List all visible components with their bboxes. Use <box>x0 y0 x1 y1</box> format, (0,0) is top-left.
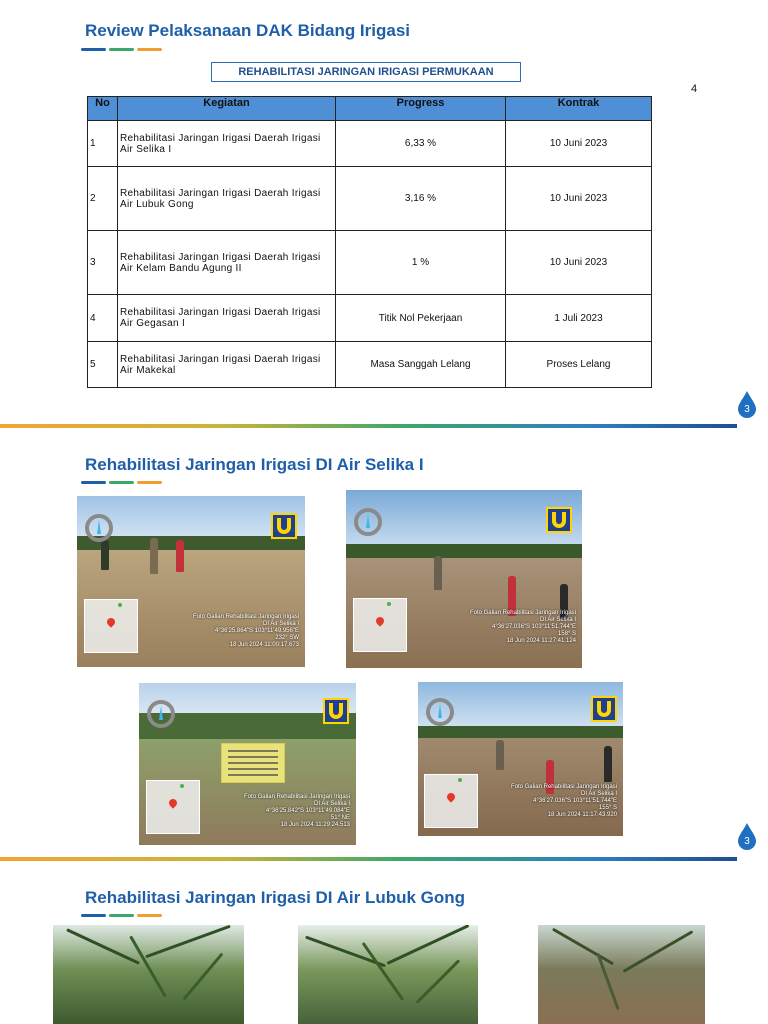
cell-kegiatan: Rehabilitasi Jaringan Irigasi Daerah Irigasi Air Makekal <box>118 342 336 388</box>
table-row <box>88 342 652 388</box>
slide-divider <box>0 424 737 428</box>
location-map-icon <box>353 598 407 652</box>
title-underline <box>81 914 163 917</box>
compass-icon <box>426 698 454 726</box>
pu-logo-icon <box>546 507 572 533</box>
cell-progress: Masa Sanggah Lelang <box>336 342 506 388</box>
slide-divider <box>0 857 737 861</box>
location-map-icon <box>84 599 138 653</box>
table-row <box>88 167 652 231</box>
pu-logo-icon <box>323 698 349 724</box>
site-photo <box>538 925 705 1024</box>
table-row <box>88 295 652 342</box>
pu-logo-icon <box>591 696 617 722</box>
slide-title-selika: Rehabilitasi Jaringan Irigasi DI Air Selika I <box>85 455 424 474</box>
section-label: REHABILITASI JARINGAN IRIGASI PERMUKAAN <box>211 62 521 82</box>
table-header-row <box>88 97 652 121</box>
cell-kontrak: Proses Lelang <box>506 342 652 388</box>
page-number: 4 <box>691 83 698 95</box>
cell-progress: 6,33 % <box>336 121 506 167</box>
site-photo <box>77 496 305 667</box>
location-map-icon <box>146 780 200 834</box>
table-row <box>88 121 652 167</box>
cell-progress: 1 % <box>336 231 506 295</box>
title-underline <box>81 481 163 484</box>
slide-title-lubuk-gong: Rehabilitasi Jaringan Irigasi DI Air Lubuk Gong <box>85 888 466 907</box>
cell-kontrak: 10 Juni 2023 <box>506 231 652 295</box>
header-progress: Progress <box>336 97 506 121</box>
site-photo <box>53 925 244 1024</box>
cell-no: 5 <box>88 342 118 388</box>
header-kegiatan: Kegiatan <box>118 97 336 121</box>
slide-badge-number: 3 <box>744 404 750 415</box>
project-signboard <box>221 743 285 783</box>
site-photo <box>298 925 478 1024</box>
slide-title-review: Review Pelaksanaan DAK Bidang Irigasi <box>85 21 411 40</box>
header-no: No <box>88 97 118 121</box>
photo-caption: Foto Galian Rehabilitasi Jaringan Irigasi DI Air Selika I 4°36'27.036"S 103°11'51.744"E 155° S 18 Jun 2024 11:17:43.920 <box>510 784 617 818</box>
compass-icon <box>85 514 113 542</box>
header-kontrak: Kontrak <box>506 97 652 121</box>
site-photo <box>418 682 623 836</box>
cell-no: 2 <box>88 167 118 231</box>
compass-icon <box>354 508 382 536</box>
pu-logo-icon <box>271 513 297 539</box>
progress-table <box>87 96 652 388</box>
cell-kegiatan: Rehabilitasi Jaringan Irigasi Daerah Irigasi Air Selika I <box>118 121 336 167</box>
cell-kontrak: 10 Juni 2023 <box>506 167 652 231</box>
cell-progress: 3,16 % <box>336 167 506 231</box>
compass-icon <box>147 700 175 728</box>
cell-no: 1 <box>88 121 118 167</box>
cell-kontrak: 1 Juli 2023 <box>506 295 652 342</box>
cell-progress: Titik Nol Pekerjaan <box>336 295 506 342</box>
water-drop-icon <box>737 822 757 850</box>
title-underline <box>81 48 163 51</box>
water-drop-icon <box>737 390 757 418</box>
site-photo <box>346 490 582 668</box>
table-row <box>88 231 652 295</box>
photo-caption: Foto Galian Rehabilitasi Jaringan Irigasi DI Air Selika I 4°36'27.036"S 103°11'51.744"E 158° S 18 Jun 2024 11:27:41.124 <box>469 610 576 644</box>
site-photo <box>139 683 356 845</box>
cell-no: 3 <box>88 231 118 295</box>
cell-kontrak: 10 Juni 2023 <box>506 121 652 167</box>
slide-badge-number: 3 <box>744 836 750 847</box>
photo-caption: Foto Galian Rehabilitasi Jaringan Irigasi DI Air Selika I 4°36'25.842"S 103°11'49.084"E 51° NE 18 Jun 2024 11:29:24.513 <box>243 794 350 828</box>
cell-kegiatan: Rehabilitasi Jaringan Irigasi Daerah Irigasi Air Gegasan I <box>118 295 336 342</box>
cell-kegiatan: Rehabilitasi Jaringan Irigasi Daerah Irigasi Air Lubuk Gong <box>118 167 336 231</box>
cell-kegiatan: Rehabilitasi Jaringan Irigasi Daerah Irigasi Air Kelam Bandu Agung II <box>118 231 336 295</box>
cell-no: 4 <box>88 295 118 342</box>
photo-caption: Foto Galian Rehabilitasi Jaringan Irigasi DI Air Selika I 4°36'25.864"S 103°11'49.956"E 232° SW 18 Jun 2024 11:00:17.673 <box>192 614 299 648</box>
